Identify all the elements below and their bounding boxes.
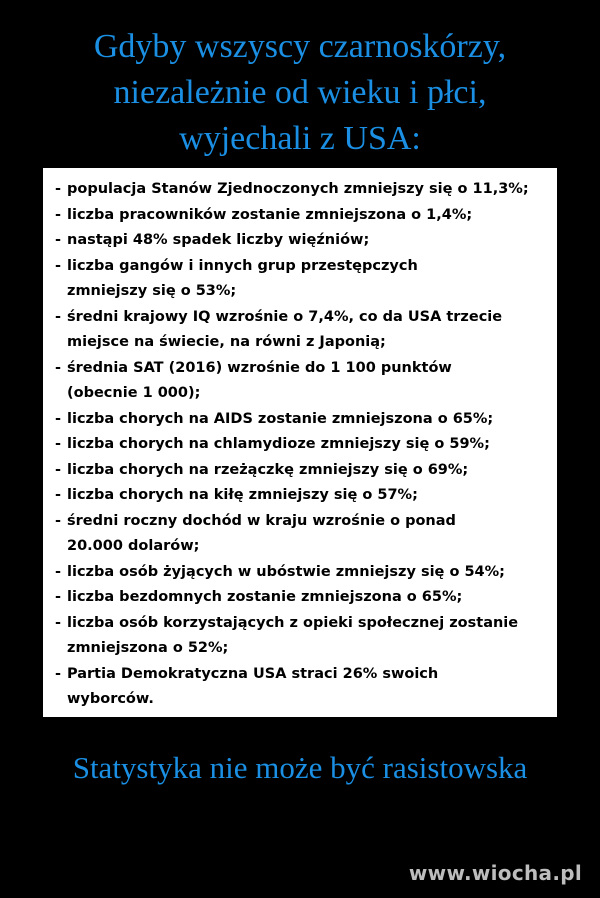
list-item-text: liczba chorych na rzeżączkę zmniejszy się o 69%; [67, 461, 469, 478]
list-item [55, 458, 553, 484]
statistics-list [55, 177, 553, 713]
title-line-2: niezależnie od wieku i płci, [113, 74, 487, 111]
list-item [55, 203, 553, 229]
list-dash: - [55, 461, 62, 478]
list-item [55, 356, 553, 407]
list-dash: - [55, 232, 62, 248]
list-dash: - [55, 665, 62, 682]
list-item [55, 585, 553, 611]
footer-caption: Statystyka nie może być rasistowska [72, 750, 528, 785]
list-item-text: liczba chorych na chlamydioze zmniejszy się o 59%; [67, 436, 490, 452]
list-item-text: nastąpi 48% spadek liczby więźniów; [67, 232, 370, 248]
list-dash: - [55, 308, 62, 325]
list-item [55, 509, 553, 560]
list-item-text: liczba osób korzystających z opieki społecznej zostanie zmniejszona o 52%; [67, 614, 519, 656]
list-dash: - [55, 436, 62, 452]
list-item-text: liczba chorych na AIDS zostanie zmniejszona o 65%; [67, 410, 494, 427]
list-dash: - [55, 614, 62, 631]
list-item [55, 177, 553, 203]
list-item [55, 432, 553, 458]
list-dash: - [55, 410, 62, 427]
list-dash: - [55, 487, 62, 503]
statistics-panel [43, 168, 557, 717]
list-item-text: liczba pracowników zostanie zmniejszona o 1,4%; [67, 206, 473, 223]
list-item [55, 560, 553, 586]
list-item-text: liczba osób żyjących w ubóstwie zmniejszy się o 54%; [67, 563, 505, 580]
list-dash: - [55, 589, 62, 605]
list-item-text: Partia Demokratyczna USA straci 26% swoich wyborców. [67, 665, 439, 707]
list-item [55, 305, 553, 356]
list-item-text: liczba gangów i innych grup przestępczych zmniejszy się o 53%; [67, 257, 418, 299]
list-item [55, 407, 553, 433]
list-dash: - [55, 359, 62, 376]
site-watermark: www.wiocha.pl [408, 861, 582, 885]
list-item-text: średni krajowy IQ wzrośnie o 7,4%, co da USA trzecie miejsce na świecie, na równi z Japonią; [67, 308, 503, 350]
list-dash: - [55, 206, 62, 223]
list-item-text: liczba chorych na kiłę zmniejszy się o 57%; [67, 487, 418, 503]
list-item-text: populacja Stanów Zjednoczonych zmniejszy się o 11,3%; [67, 181, 529, 197]
list-item [55, 611, 553, 662]
title-line-1: Gdyby wszyscy czarnoskórzy, [93, 28, 507, 65]
list-dash: - [55, 512, 62, 529]
list-dash: - [55, 257, 62, 274]
list-dash: - [55, 563, 62, 580]
title-line-3: wyjechali z USA: [179, 120, 421, 157]
list-item [55, 228, 553, 254]
list-item-text: średni roczny dochód w kraju wzrośnie o ponad 20.000 dolarów; [67, 512, 456, 554]
list-item [55, 254, 553, 305]
list-dash: - [55, 181, 62, 197]
page-title [0, 24, 600, 162]
list-item-text: średnia SAT (2016) wzrośnie do 1 100 punktów (obecnie 1 000); [67, 359, 452, 401]
list-item [55, 483, 553, 509]
list-item-text: liczba bezdomnych zostanie zmniejszona o 65%; [67, 589, 463, 605]
list-item [55, 662, 553, 713]
